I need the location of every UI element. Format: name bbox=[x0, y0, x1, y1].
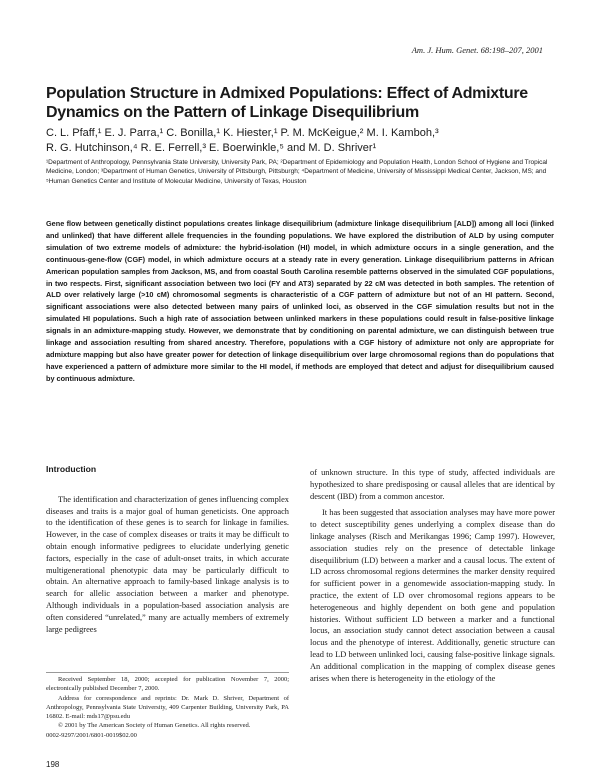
article-title: Population Structure in Admixed Populations: Effect of Admixture Dynamics on the Pattern of Linkage Disequilibrium bbox=[46, 85, 528, 121]
right-column bbox=[310, 467, 555, 684]
authors-line-2: R. G. Hutchinson,⁴ R. E. Ferrell,³ E. Boerwinkle,⁵ and M. D. Shriver¹ bbox=[46, 142, 377, 154]
intro-paragraph-1: The identification and characterization of genes influencing complex diseases and traits is a major goal of human geneticists. One approach to the identification of these genes is to search for linkage in families. However, in the case of complex diseases or traits it may be difficult to obtain enough informative pedigrees to elucidate underlying genetic factors, especially in the case of adult-onset traits, in which accurate multigenerational phenotypic data may be particularly difficult to obtain. An alternative approach to family-based linkage analysis is to search for allelic association between a marker and phenotype. Although individuals in a population-based association analysis are often considered “unrelated,” many are actually members of extremely large pedigrees bbox=[46, 494, 289, 634]
abstract: Gene flow between genetically distinct populations creates linkage disequilibrium (admixture linkage disequilibrium [ALD]) among all loci (linked and unlinked) that have different allele frequencies in the founding populations. We have explored the distribution of ALD by using computer simulation of two extreme models of admixture: the hybrid-isolation (HI) model, in which admixture occurs in a single generation, and the continuous-gene-flow (CGF) model, in which admixture occurs at a steady rate in every generation. Linkage disequilibrium patterns in African American population samples from Jackson, MS, and from coastal South Carolina resemble patterns observed in the simulated CGF populations, in two respects. First, significant association between two loci (FY and AT3) separated by 22 cM was detected in both samples. The retention of ALD over relatively large (>10 cM) chromosomal segments is characteristic of a CGF pattern of admixture but not of an HI pattern. Second, significant associations were also detected between many pairs of unlinked loci, as observed in the CGF simulation results but not in the simulated HI populations. Such a high rate of association between unlinked markers in these populations could result in false-positive linkage signals in an admixture-mapping study. However, we demonstrate that by conditioning on parental admixture, we can distinguish between true linkage and association resulting from shared ancestry. Therefore, populations with a CGF history of admixture not only are appropriate for admixture mapping but also have greater power for detection of linkage disequilibrium over large chromosomal regions than do populations that have experienced a pattern of admixture more similar to the HI model, if methods are employed that detect and adjust for disequilibrium caused by continuous admixture. bbox=[46, 219, 554, 383]
footnote-received: Received September 18, 2000; accepted for publication November 7, 2000; electronically published December 7, 2000. bbox=[46, 676, 289, 693]
footnote-copyright: © 2001 by The American Society of Human Genetics. All rights reserved. bbox=[58, 722, 251, 730]
affiliations: ¹Department of Anthropology, Pennsylvania State University, University Park, PA; ²Department of Epidemiology and Population Health, London School of Hygiene and Tropical Medicine, London; ³Department of Human Genetics, University of Pittsburgh, Pittsburgh; ⁴Department of Medicine, University of Mississippi Medical Center, Jackson, MS; and ⁵Human Genetics Center and Institute of Molecular Medicine, University of Texas, Houston bbox=[46, 159, 548, 185]
section-heading-introduction: Introduction bbox=[46, 464, 97, 474]
footnote-rule bbox=[46, 672, 289, 673]
footnote-address: Address for correspondence and reprints: Dr. Mark D. Shriver, Department of Anthropology, Pennsylvania State University, 409 Carpenter Building, University Park, PA 16802. E-mail: mds17@psu.edu bbox=[46, 694, 289, 721]
author-list bbox=[46, 126, 566, 156]
journal-citation: Am. J. Hum. Genet. 68:198–207, 2001 bbox=[411, 45, 543, 55]
page-number: 198 bbox=[46, 760, 60, 769]
authors-line-1: C. L. Pfaff,¹ E. J. Parra,¹ C. Bonilla,¹ K. Hiester,¹ P. M. McKeigue,² M. I. Kamboh,³ bbox=[46, 127, 439, 139]
left-column bbox=[46, 464, 289, 635]
footnotes bbox=[46, 672, 289, 740]
right-paragraph-1: of unknown structure. In this type of study, affected individuals are hypothesized to share predisposing or causal alleles that are identical by descent (IBD) from a common ancestor. bbox=[310, 468, 555, 501]
footnote-issn: 0002-9297/2001/6801-0019$02.00 bbox=[46, 731, 137, 739]
right-paragraph-2: It has been suggested that association analyses may have more power to detect susceptibility genes underlying a complex disease than do linkage analyses (Risch and Merikangas 1996; Camp 1997). However, association studies rely on the presence of detectable linkage disequilibrium (LD) between a marker and a causal locus. The extent of LD across chromosomal regions determines the marker density required for sufficient power in a genomewide association-mapping study. In practice, the extent of LD over chromosomal regions appears to be heterogeneous and highly dependent on both gene and population histories. Without sufficient LD between a marker and a functional locus, an association study cannot detect association between a causal locus and the phenotype of interest. Additionally, genetic structure can lead to LD between unlinked loci, causing false-positive linkage signals. An additional complication in the mapping of complex disease genes arises when there is heterogeneity in the etiology of the bbox=[310, 508, 555, 683]
